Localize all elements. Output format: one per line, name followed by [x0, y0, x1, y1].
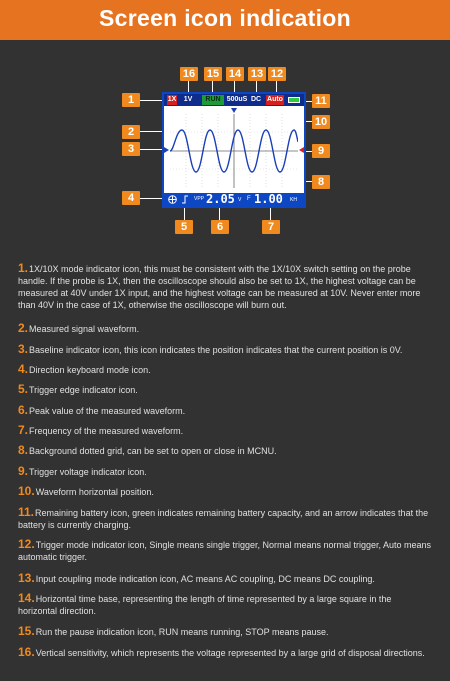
legend-item-5: 5.Trigger edge indicator icon.	[18, 382, 138, 396]
trigger-mode-indicator: Auto	[267, 96, 283, 103]
legend-item-13: 13.Input coupling mode indication icon, AC means AC coupling, DC means DC coupling.	[18, 571, 375, 585]
status-bar	[164, 94, 304, 106]
callout-10: 10	[312, 115, 330, 129]
legend-item-9: 9.Trigger voltage indicator icon.	[18, 464, 147, 478]
battery-icon	[288, 97, 300, 103]
leader-6	[219, 207, 220, 220]
legend-item-11: 11.Remaining battery icon, green indicates remaining battery capacity, and an arrow indicates that the battery is currently charging.	[18, 505, 429, 530]
legend-item-1: 1.1X/10X mode indicator icon, this must be consistent with the 1X/10X switch setting on the probe handle. If the probe is 1X, then the oscilloscope should also be set to 1X, the highest voltage can be measured at 40V under 1X input, and the highest voltage can be measured at 10V. Never enter more than 40V in the case of 1X, otherwise the oscilloscope will burn out.	[18, 261, 421, 310]
callout-4: 4	[122, 191, 140, 205]
callout-1: 1	[122, 93, 140, 107]
probe-mode-indicator: 1X	[167, 96, 177, 103]
leader-5	[184, 207, 185, 220]
legend-item-10: 10.Waveform horizontal position.	[18, 484, 154, 498]
callout-2: 2	[122, 125, 140, 139]
vpp-unit: V	[238, 197, 242, 203]
leader-7	[270, 207, 271, 220]
baseline-indicator-icon	[164, 147, 169, 153]
title-banner	[0, 0, 450, 40]
legend-item-7: 7.Frequency of the measured waveform.	[18, 423, 184, 437]
trigger-voltage-indicator	[299, 147, 304, 153]
callout-7: 7	[262, 220, 280, 234]
legend-item-15: 15.Run the pause indication icon, RUN means running, STOP means pause.	[18, 624, 329, 638]
trigger-edge-icon	[182, 195, 188, 204]
callout-11: 11	[312, 94, 330, 108]
callout-13: 13	[248, 67, 266, 81]
page-title: Screen icon indication	[99, 5, 351, 31]
vpp-value: 2.05	[206, 192, 235, 206]
horizontal-position-marker	[231, 108, 237, 113]
measurement-bar	[164, 193, 304, 206]
callout-15: 15	[204, 67, 222, 81]
waveform-grid	[170, 114, 298, 188]
callout-9: 9	[312, 144, 330, 158]
oscilloscope-screen	[162, 92, 306, 208]
legend-item-14: 14.Horizontal time base, representing the length of time represented by a large square in the horizontal direction.	[18, 591, 392, 616]
freq-label: F	[247, 196, 251, 202]
vertical-sensitivity: 1V	[183, 96, 193, 103]
callout-14: 14	[226, 67, 244, 81]
coupling-mode: DC	[250, 96, 262, 103]
callout-3: 3	[122, 142, 140, 156]
callout-5: 5	[175, 220, 193, 234]
legend-item-4: 4.Direction keyboard mode icon.	[18, 362, 151, 376]
run-status-indicator: RUN	[202, 95, 224, 105]
callout-16: 16	[180, 67, 198, 81]
freq-value: 1.00	[254, 192, 283, 206]
legend-item-2: 2.Measured signal waveform.	[18, 321, 140, 335]
legend-item-12: 12.Trigger mode indicator icon, Single means single trigger, Normal means normal trigger, Auto means automatic trigger.	[18, 537, 432, 562]
time-base: 500uS	[226, 96, 248, 103]
legend-item-3: 3.Baseline indicator icon, this icon indicates the position indicates that the current position is 0V.	[18, 342, 403, 356]
callout-6: 6	[211, 220, 229, 234]
vpp-label: VPP	[194, 196, 205, 202]
callout-12: 12	[268, 67, 286, 81]
direction-keyboard-icon	[168, 195, 177, 204]
freq-unit: KH	[290, 197, 297, 203]
legend-item-16: 16.Vertical sensitivity, which represents the voltage represented by a large grid of disposal directions.	[18, 645, 425, 659]
callout-8: 8	[312, 175, 330, 189]
legend-item-8: 8.Background dotted grid, can be set to open or close in MCNU.	[18, 443, 277, 457]
legend-item-6: 6.Peak value of the measured waveform.	[18, 403, 186, 417]
